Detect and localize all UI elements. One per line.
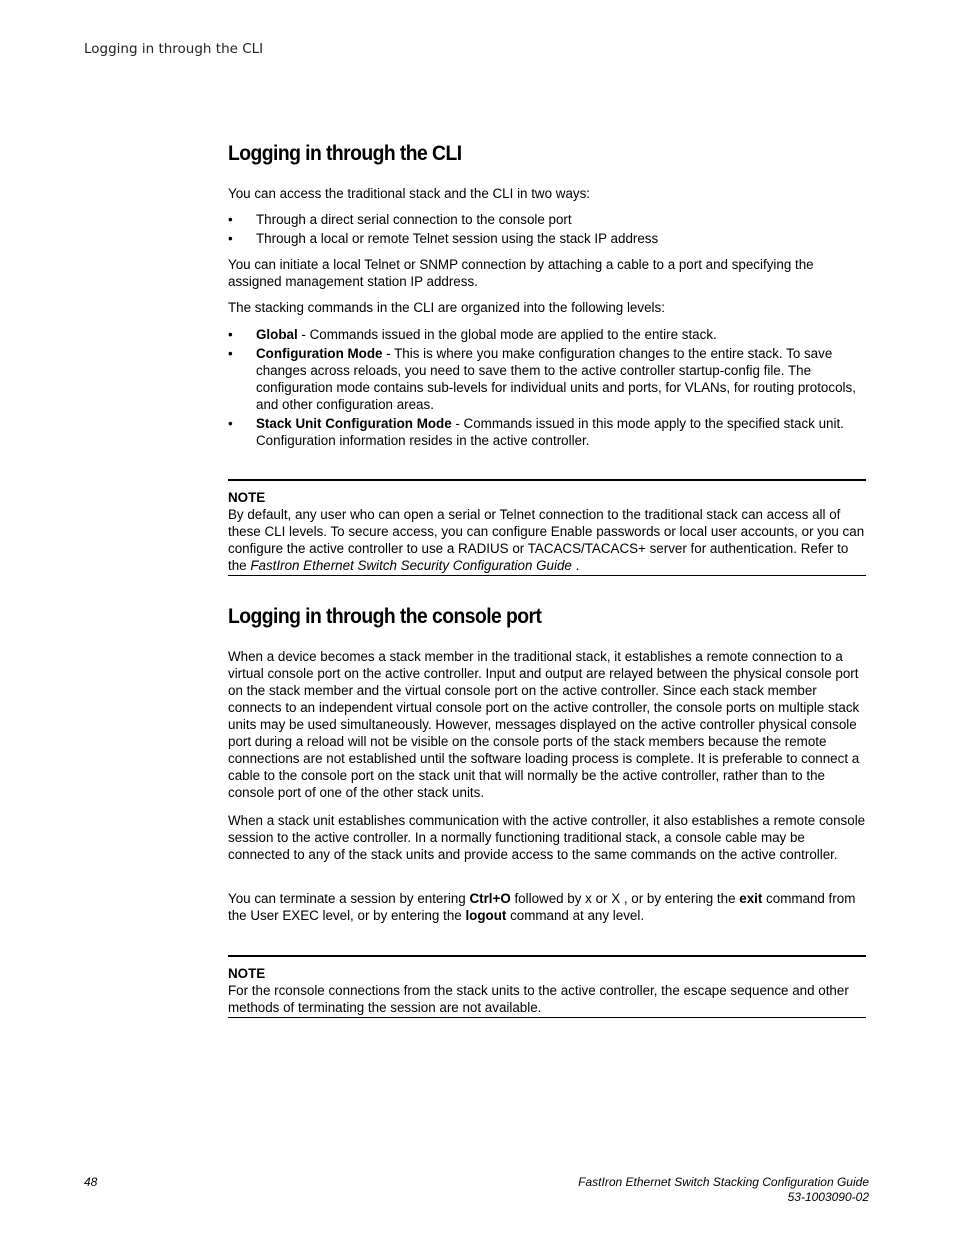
console-paragraph-3: You can terminate a session by entering Ctrl+O followed by x or X , or by entering the exit command from the User EXEC level, or by entering the logout command at any level. — [228, 891, 856, 923]
level-term: Stack Unit Configuration Mode — [256, 416, 452, 431]
bullet-icon: • — [228, 231, 233, 246]
console-paragraph-1: When a device becomes a stack member in the traditional stack, it establishes a remote connection to a virtual console port on the active controller. Input and output are relayed between the physical console port on the stack member and the virtual console port on the active controller. Since each stack member connects to an independent virtual console port on the active controller, the console ports on multiple stack units may be used simultaneously. However, messages displayed on the active controller physical console port during a reload will not be visible on the console ports of the stack members because the remote connections are not established until the software loading process is complete. It is preferable to connect a cable to the console port on the stack unit that will normally be the active controller, rather than to the console port of one of the other stack units. — [228, 649, 860, 800]
running-header: Logging in through the CLI — [84, 41, 264, 57]
command-exit: exit — [739, 891, 763, 906]
levels-intro: The stacking commands in the CLI are organized into the following levels: — [228, 300, 665, 315]
level-desc: - Commands issued in this mode apply to the specified stack unit. Configuration information resides in the active controller. — [256, 416, 844, 448]
guide-reference: FastIron Ethernet Switch Security Configuration Guide — [250, 558, 572, 573]
telnet-paragraph: You can initiate a local Telnet or SNMP connection by attaching a cable to a port and specifying the assigned management station IP address. — [228, 257, 814, 289]
list-item: • Through a local or remote Telnet session using the stack IP address — [228, 231, 659, 246]
level-term: Configuration Mode — [256, 346, 383, 361]
list-item — [228, 415, 866, 449]
page-number: 48 — [84, 1175, 98, 1189]
section-title-console: Logging in through the console port — [228, 605, 542, 628]
bullet-icon: • — [228, 346, 233, 361]
bullet-icon: • — [228, 212, 233, 227]
list-item — [228, 326, 866, 343]
level-desc: - Commands issued in the global mode are applied to the entire stack. — [297, 327, 717, 342]
section-title-cli: Logging in through the CLI — [228, 142, 462, 165]
bullet-icon: • — [228, 327, 233, 342]
guide-title: FastIron Ethernet Switch Stacking Configuration Guide — [578, 1175, 869, 1189]
console-paragraph-2: When a stack unit establishes communication with the active controller, it also establishes a remote console session to the active controller. In a normally functioning traditional stack, a console cable may be connected to any of the stack units and provide access to the same commands on the active controller. — [228, 813, 866, 862]
note-box-rconsole — [228, 955, 866, 1018]
note-label: NOTE — [228, 966, 266, 981]
note-body: By default, any user who can open a serial or Telnet connection to the traditional stack can access all of these CLI levels. To secure access, you can configure Enable passwords or local user accounts, or you can configure the active controller to use a RADIUS or TACACS/TACACS+ server for authentication. Refer to the FastIron Ethernet Switch Security Configuration Guide . — [228, 507, 865, 573]
note-box-security — [228, 479, 866, 576]
list-item: • Through a direct serial connection to the console port — [228, 212, 572, 227]
cli-levels-list — [228, 326, 866, 451]
access-ways-list — [228, 211, 866, 249]
note-body: For the rconsole connections from the stack units to the active controller, the escape sequence and other methods of terminating the session are not available. — [228, 983, 849, 1015]
level-term: Global — [256, 327, 298, 342]
footer-doc-info — [578, 1175, 869, 1205]
key-ctrl-o: Ctrl+O — [469, 891, 511, 906]
list-item — [228, 345, 866, 413]
note-label: NOTE — [228, 490, 266, 505]
bullet-icon: • — [228, 416, 233, 431]
cli-intro: You can access the traditional stack and the CLI in two ways: — [228, 186, 590, 201]
level-desc: - This is where you make configuration changes to the entire stack. To save changes across reloads, you need to save them to the active controller startup-config file. The configuration mode contains sub-levels for individual units and ports, for VLANs, for routing protocols, and other configuration areas. — [256, 346, 856, 412]
doc-number: 53-1003090-02 — [787, 1190, 869, 1204]
command-logout: logout — [465, 908, 507, 923]
